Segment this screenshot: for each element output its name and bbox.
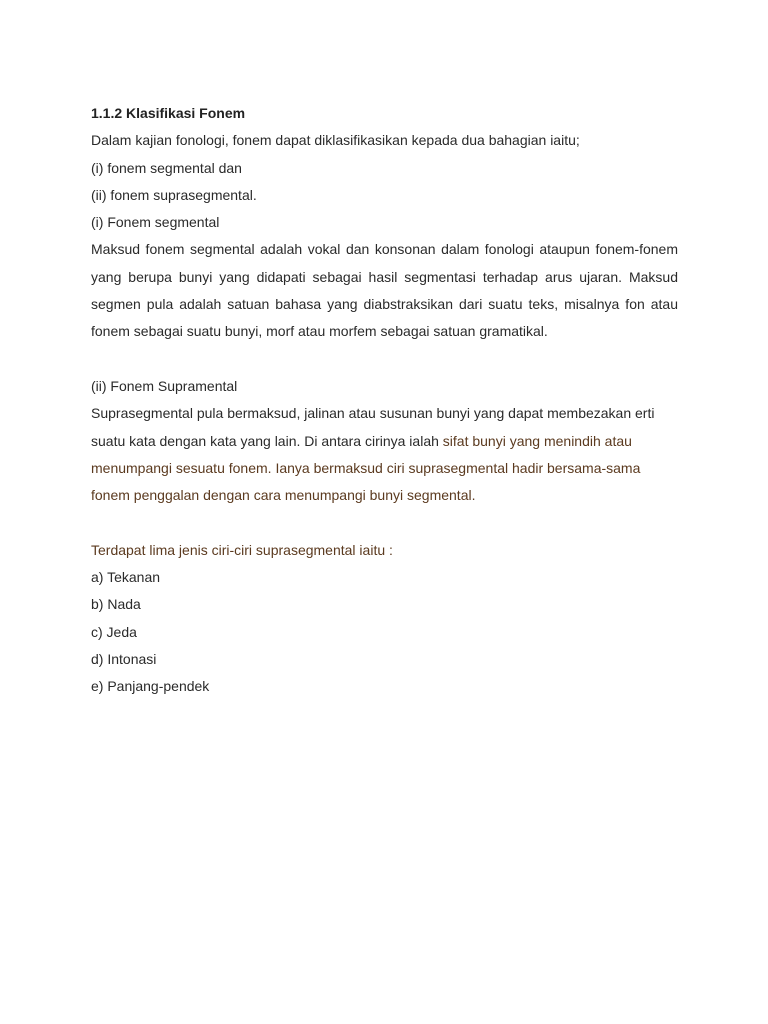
suprasegmental-line-4: fonem penggalan dengan cara menumpangi bunyi segmental.	[91, 487, 476, 504]
spacer	[91, 346, 678, 373]
intro-text: Dalam kajian fonologi, fonem dapat diklasifikasikan kepada dua bahagian iaitu;	[91, 132, 580, 149]
list-item: a) Tekanan	[91, 569, 161, 586]
suprasegmental-line-2	[91, 428, 678, 455]
suprasegmental-line-3: menumpangi sesuatu fonem. Ianya bermaksud ciri suprasegmental hadir bersama-sama	[91, 459, 641, 476]
class-item-segmental: (i) fonem segmental dan	[91, 159, 242, 176]
types-intro: Terdapat lima jenis ciri-ciri suprasegmental iaitu :	[91, 541, 393, 558]
class-item-suprasegmental: (ii) fonem suprasegmental.	[91, 186, 257, 203]
list-item: b) Nada	[91, 596, 141, 613]
suprasegmental-line-2-brown: sifat bunyi yang menindih atau	[442, 432, 632, 449]
suprasegmental-title: (ii) Fonem Supramental	[91, 377, 238, 394]
suprasegmental-line-2-dark: suatu kata dengan kata yang lain. Di antara cirinya ialah	[91, 432, 443, 449]
document-body	[91, 100, 678, 701]
segmental-paragraph: Maksud fonem segmental adalah vokal dan konsonan dalam fonologi ataupun fonem-fonem yang berupa bunyi yang didapati sebagai hasil segmentasi terhadap arus ujaran. Maksud segmen pula adalah satuan bahasa yang diabstraksikan dari suatu teks, misalnya fon atau fonem sebagai suatu bunyi, morf atau morfem sebagai satuan gramatikal.	[91, 241, 678, 340]
suprasegmental-line-1: Suprasegmental pula bermaksud, jalinan atau susunan bunyi yang dapat membezakan erti	[91, 405, 655, 422]
spacer	[91, 509, 678, 536]
list-item: d) Intonasi	[91, 650, 157, 667]
section-heading: 1.1.2 Klasifikasi Fonem	[91, 105, 246, 121]
list-item: c) Jeda	[91, 623, 137, 640]
list-item: e) Panjang-pendek	[91, 678, 210, 695]
segmental-title: (i) Fonem segmental	[91, 214, 220, 231]
